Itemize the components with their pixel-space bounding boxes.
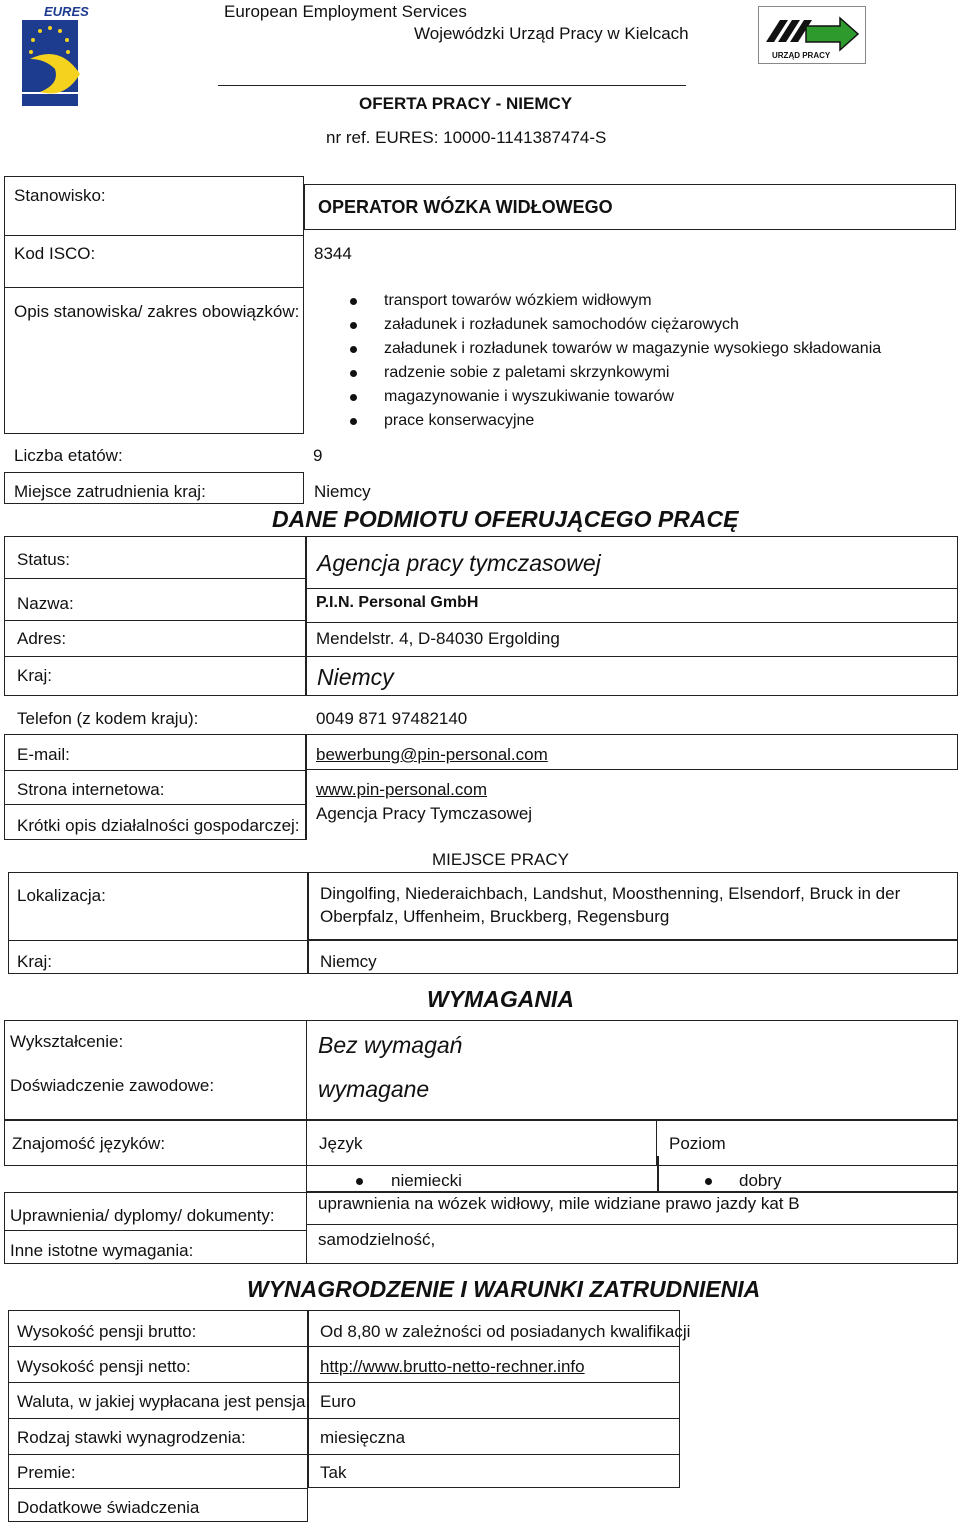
org-name-line2: Wojewódzki Urząd Pracy w Kielcach bbox=[414, 24, 689, 43]
divider bbox=[4, 578, 306, 579]
experience-value: wymagane bbox=[318, 1076, 430, 1102]
net-salary-label: Wysokość pensji netto: bbox=[17, 1357, 191, 1376]
workplace-heading: MIEJSCE PRACY bbox=[432, 850, 569, 869]
divider bbox=[308, 1346, 680, 1347]
requirements-heading: WYMAGANIA bbox=[427, 986, 574, 1012]
urzad-pracy-logo bbox=[758, 6, 866, 64]
status-value: Agencja pracy tymczasowej bbox=[317, 550, 601, 576]
location-value-line1: Dingolfing, Niederaichbach, Landshut, Moosthenning, Elsendorf, Bruck in der bbox=[320, 884, 901, 903]
workplace-country-value-2: Niemcy bbox=[320, 952, 377, 971]
business-description-label: Krótki opis działalności gospodarczej: bbox=[17, 816, 300, 835]
duty-item: załadunek i rozładunek samochodów ciężarowych bbox=[350, 314, 881, 338]
phone-label: Telefon (z kodem kraju): bbox=[17, 709, 199, 728]
email-link[interactable]: bewerbung@pin-personal.com bbox=[316, 745, 548, 764]
divider bbox=[8, 1488, 308, 1489]
eures-reference: nr ref. EURES: 10000-1141387474-S bbox=[326, 128, 607, 147]
positions-count-label: Liczba etatów: bbox=[14, 446, 123, 465]
position-label: Stanowisko: bbox=[14, 186, 106, 205]
country-label: Kraj: bbox=[17, 666, 52, 685]
description-label: Opis stanowiska/ zakres obowiązków: bbox=[14, 302, 300, 321]
divider bbox=[306, 622, 958, 623]
email-label: E-mail: bbox=[17, 745, 70, 764]
workplace-country-label: Miejsce zatrudnienia kraj: bbox=[14, 482, 206, 501]
licences-label: Uprawnienia/ dyplomy/ dokumenty: bbox=[10, 1206, 275, 1225]
divider bbox=[4, 235, 304, 236]
divider bbox=[306, 1224, 958, 1225]
divider bbox=[8, 1346, 308, 1347]
offer-title: OFERTA PRACY - NIEMCY bbox=[359, 94, 573, 113]
divider bbox=[4, 287, 304, 288]
org-name-line1: European Employment Services bbox=[224, 2, 467, 21]
gross-salary-label: Wysokość pensji brutto: bbox=[17, 1322, 197, 1341]
divider bbox=[308, 1382, 680, 1383]
divider bbox=[8, 940, 308, 941]
requirements-box bbox=[4, 1020, 958, 1120]
language-value: niemiecki bbox=[391, 1171, 462, 1190]
rate-type-label: Rodzaj stawki wynagrodzenia: bbox=[17, 1428, 246, 1447]
other-requirements-value: samodzielność, bbox=[318, 1230, 436, 1249]
duty-item: prace konserwacyjne bbox=[350, 410, 881, 434]
divider bbox=[4, 620, 306, 621]
website-label: Strona internetowa: bbox=[17, 780, 165, 799]
bullet bbox=[705, 1178, 712, 1185]
website-link[interactable]: www.pin-personal.com bbox=[316, 780, 488, 799]
divider bbox=[8, 1454, 308, 1455]
divider bbox=[306, 1020, 307, 1120]
level-value-box bbox=[658, 1156, 958, 1192]
isco-label: Kod ISCO: bbox=[14, 244, 96, 263]
divider bbox=[306, 770, 307, 840]
divider bbox=[308, 1454, 680, 1455]
eures-logo-text: EURES bbox=[44, 4, 89, 19]
languages-label: Znajomość języków: bbox=[12, 1134, 166, 1153]
isco-value: 8344 bbox=[314, 244, 352, 263]
divider bbox=[306, 1192, 307, 1264]
urzad-pracy-logo-text: URZĄD PRACY bbox=[772, 51, 831, 60]
salary-heading: WYNAGRODZENIE I WARUNKI ZATRUDNIENIA bbox=[247, 1276, 761, 1302]
divider bbox=[4, 656, 306, 657]
location-label: Lokalizacja: bbox=[17, 886, 106, 905]
employer-heading: DANE PODMIOTU OFERUJĄCEGO PRACĘ bbox=[272, 506, 739, 532]
currency-value: Euro bbox=[320, 1392, 356, 1411]
location-value-box bbox=[308, 872, 958, 940]
duty-item: transport towarów wózkiem widłowym bbox=[350, 290, 881, 314]
divider bbox=[4, 770, 306, 771]
duty-item: magazynowanie i wyszukiwanie towarów bbox=[350, 386, 881, 410]
level-column-header: Poziom bbox=[669, 1134, 726, 1153]
duty-item: radzenie sobie z paletami skrzynkowymi bbox=[350, 362, 881, 386]
education-label: Wykształcenie: bbox=[10, 1032, 124, 1051]
address-label: Adres: bbox=[17, 629, 67, 648]
rate-type-value: miesięczna bbox=[320, 1428, 406, 1447]
address-value: Mendelstr. 4, D-84030 Ergolding bbox=[316, 629, 560, 648]
phone-value: 0049 871 97482140 bbox=[316, 709, 468, 728]
divider bbox=[306, 656, 958, 657]
bonus-label: Premie: bbox=[17, 1463, 76, 1482]
header-divider bbox=[218, 85, 686, 86]
experience-label: Doświadczenie zawodowe: bbox=[10, 1076, 215, 1095]
divider bbox=[308, 1418, 680, 1419]
bullet bbox=[356, 1178, 363, 1185]
net-salary-calculator-link[interactable]: http://www.brutto-netto-rechner.info bbox=[320, 1357, 585, 1376]
gross-salary-value: Od 8,80 w zależności od posiadanych kwalifikacji bbox=[320, 1322, 691, 1341]
other-requirements-label: Inne istotne wymagania: bbox=[10, 1241, 194, 1260]
currency-label: Waluta, w jakiej wypłacana jest pensja: bbox=[17, 1392, 311, 1411]
bonus-value: Tak bbox=[320, 1463, 347, 1482]
divider bbox=[4, 1230, 306, 1231]
language-column-header: Język bbox=[319, 1134, 363, 1153]
name-value: P.I.N. Personal GmbH bbox=[316, 594, 479, 611]
workplace-country-label-2: Kraj: bbox=[17, 952, 52, 971]
divider bbox=[306, 588, 958, 589]
eures-logo bbox=[20, 4, 110, 108]
language-value-box bbox=[306, 1156, 658, 1192]
workplace-country-value: Niemcy bbox=[314, 482, 371, 501]
country-value: Niemcy bbox=[317, 664, 394, 690]
duties-list bbox=[350, 290, 881, 434]
licences-value: uprawnienia na wózek widłowy, mile widziane prawo jazdy kat B bbox=[318, 1194, 800, 1213]
positions-count-value: 9 bbox=[313, 446, 323, 465]
level-value: dobry bbox=[739, 1171, 782, 1190]
divider bbox=[4, 804, 306, 805]
name-label: Nazwa: bbox=[17, 594, 74, 613]
position-value: OPERATOR WÓZKA WIDŁOWEGO bbox=[318, 197, 613, 217]
divider bbox=[8, 1382, 308, 1383]
duty-item: załadunek i rozładunek towarów w magazynie wysokiego składowania bbox=[350, 338, 881, 362]
workplace-country-value-box bbox=[308, 940, 958, 974]
location-value-line2: Oberpfalz, Uffenheim, Bruckberg, Regensburg bbox=[320, 907, 670, 926]
education-value: Bez wymagań bbox=[318, 1032, 463, 1058]
business-description-value: Agencja Pracy Tymczasowej bbox=[316, 804, 533, 823]
divider bbox=[8, 1418, 308, 1419]
additional-benefits-label: Dodatkowe świadczenia bbox=[17, 1498, 200, 1517]
status-label: Status: bbox=[17, 550, 70, 569]
